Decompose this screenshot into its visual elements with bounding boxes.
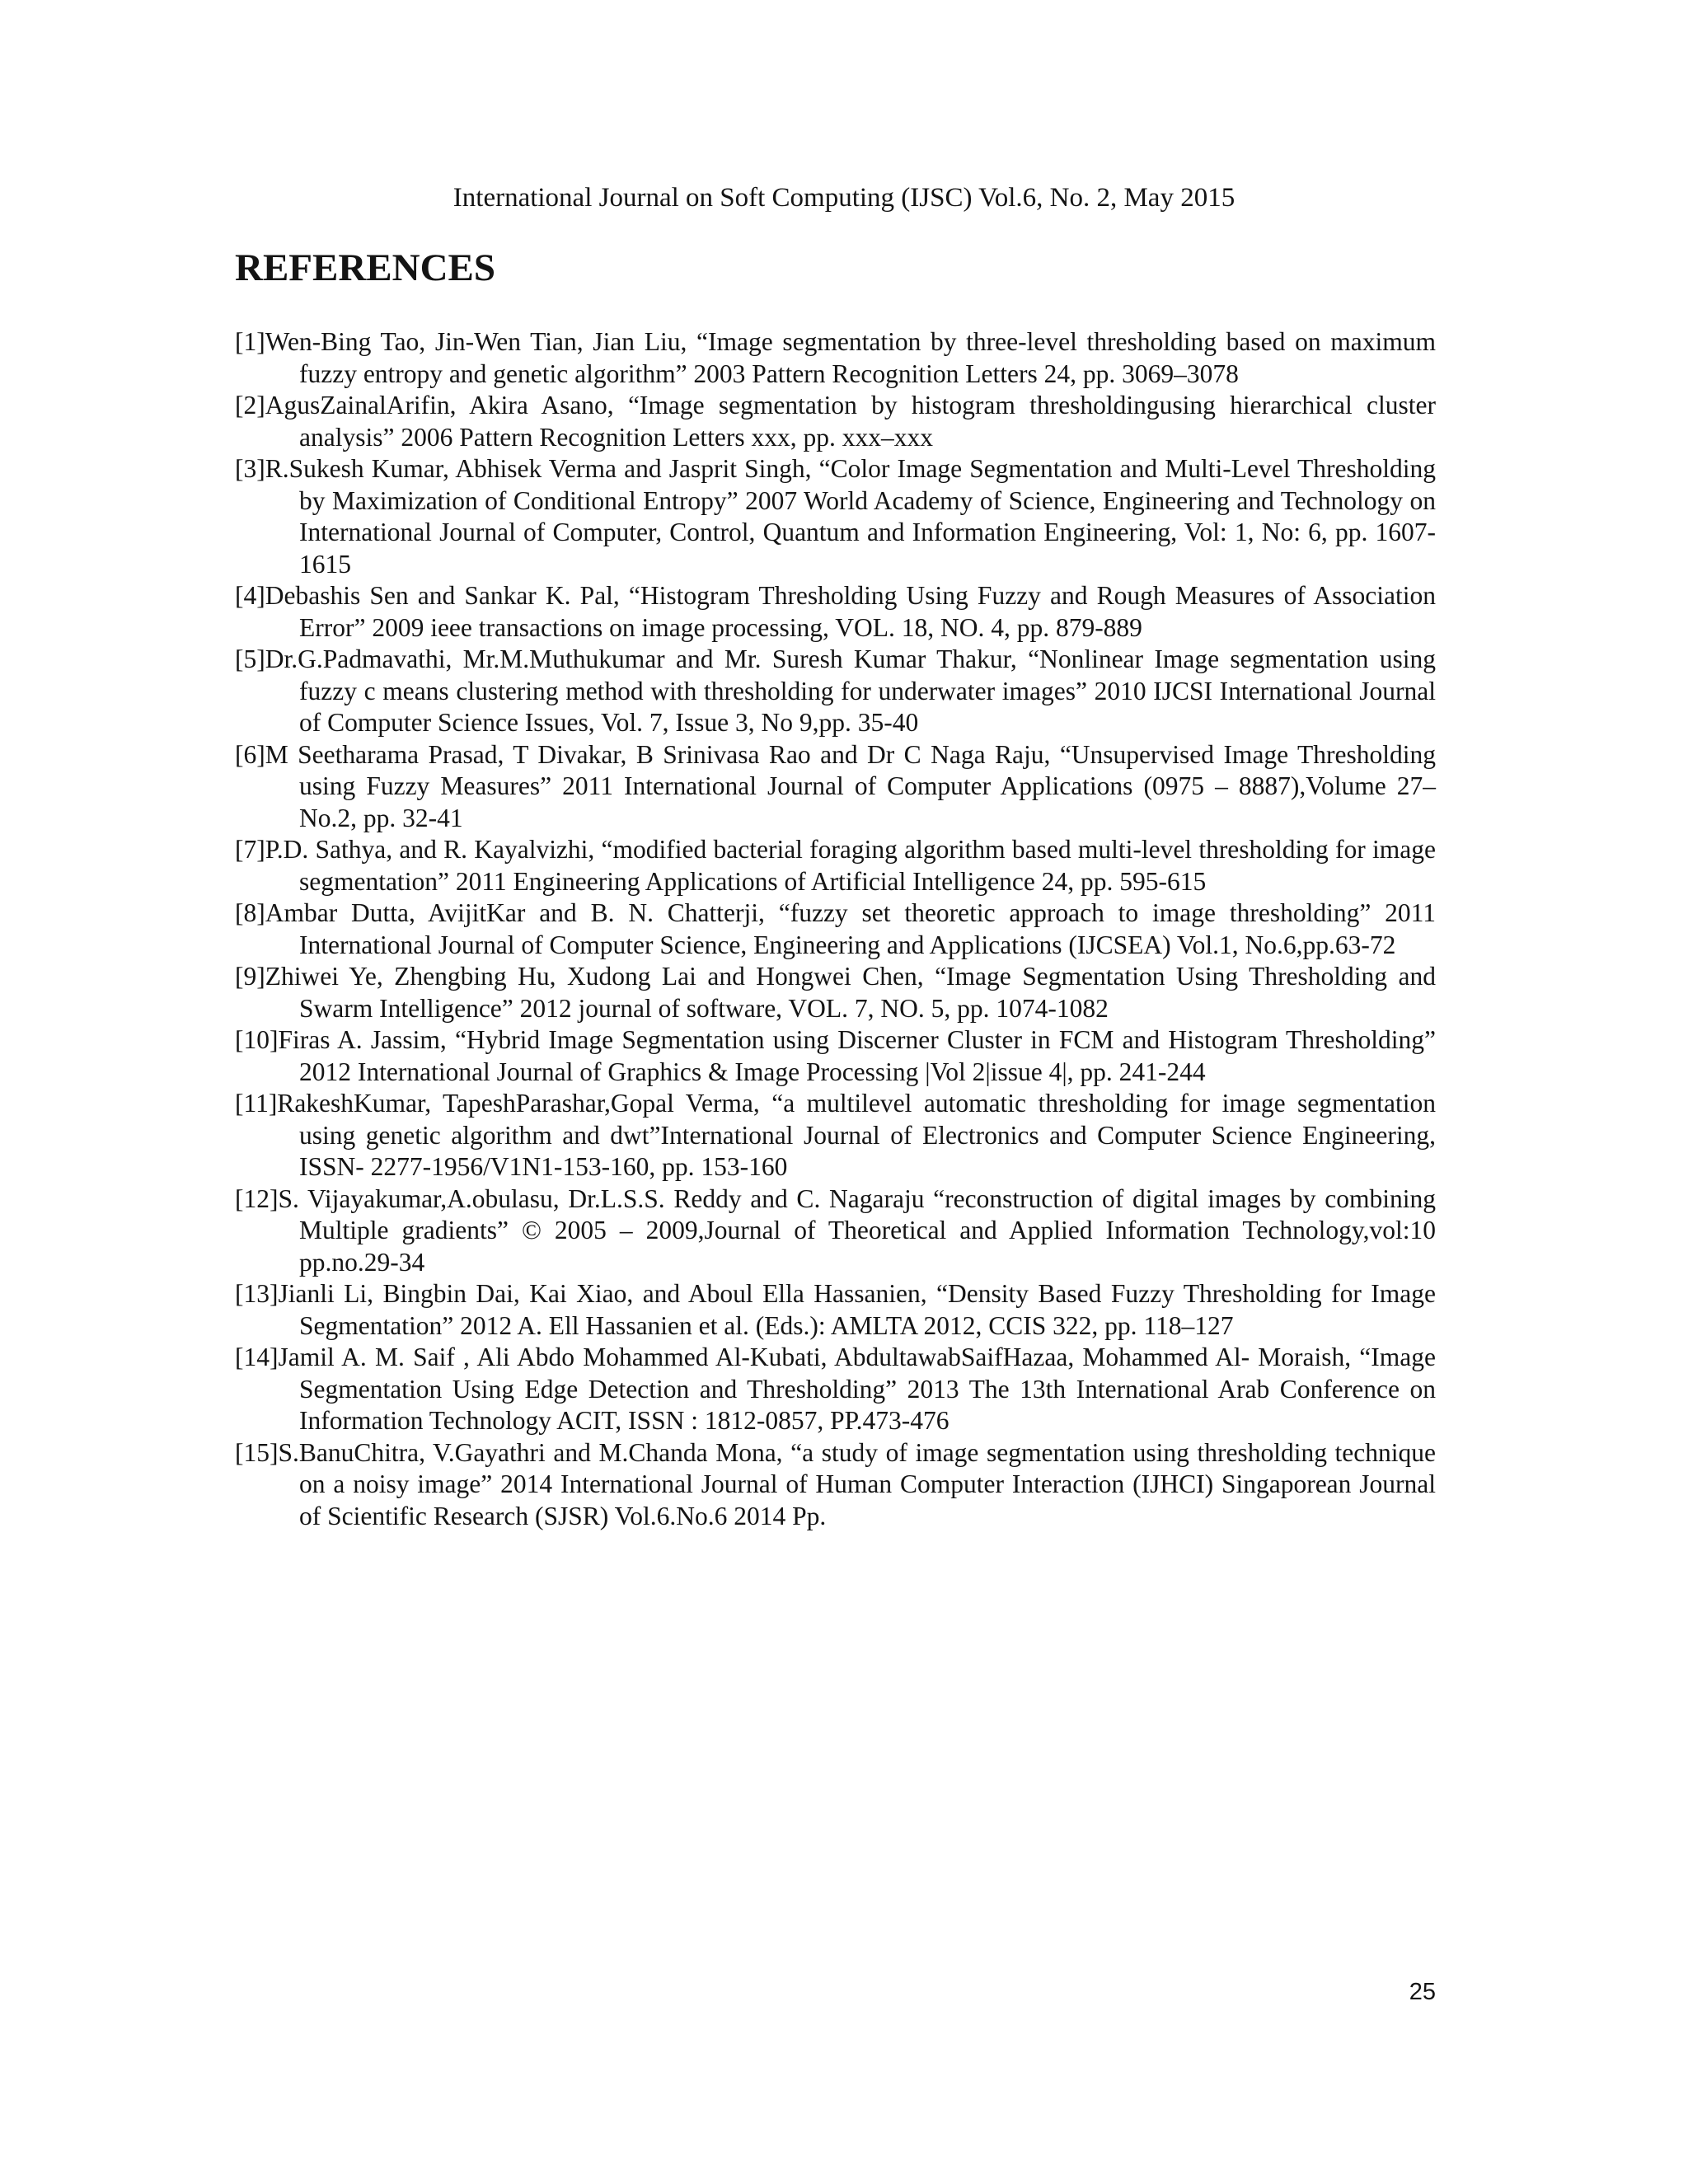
reference-item: [10]Firas A. Jassim, “Hybrid Image Segmentation using Discerner Cluster in FCM and Histogram Thresholding” 2012 International Journal of Graphics & Image Processing |Vol 2|issue 4|, pp. 241-244 xyxy=(235,1025,1436,1086)
reference-item: [8]Ambar Dutta, AvijitKar and B. N. Chatterji, “fuzzy set theoretic approach to image thresholding” 2011 International Journal of Computer Science, Engineering and Applications (IJCSEA) Vol.1, No.6,pp.63-72 xyxy=(235,898,1436,959)
reference-item: [12]S. Vijayakumar,A.obulasu, Dr.L.S.S. Reddy and C. Nagaraju “reconstruction of digital images by combining Multiple gradients” © 2005 – 2009,Journal of Theoretical and Applied Information Technology,vol:10 pp.no.29-34 xyxy=(235,1183,1436,1277)
reference-item: [11]RakeshKumar, TapeshParashar,Gopal Verma, “a multilevel automatic thresholding for image segmentation using genetic algorithm and dwt”International Journal of Electronics and Computer Science Engineering, ISSN- 2277-1956/V1N1-153-160, pp. 153-160 xyxy=(235,1089,1436,1181)
reference-item: [14]Jamil A. M. Saif , Ali Abdo Mohammed Al-Kubati, AbdultawabSaifHazaa, Mohammed Al- Moraish, “Image Segmentation Using Edge Detection and Thresholding” 2013 The 13th International Arab Conference on Information Technology ACIT, ISSN : 1812-0857, PP.473-476 xyxy=(235,1343,1436,1435)
reference-item: [13]Jianli Li, Bingbin Dai, Kai Xiao, and Aboul Ella Hassanien, “Density Based Fuzzy Thresholding for Image Segmentation” 2012 A. Ell Hassanien et al. (Eds.): AMLTA 2012, CCIS 322, pp. 118–127 xyxy=(235,1279,1436,1340)
running-header xyxy=(0,181,1688,214)
journal-title: International Journal on Soft Computing (IJSC) Vol.6, No. 2, May 2015 xyxy=(452,183,1236,213)
page-number: 25 xyxy=(1409,1979,1436,2005)
reference-item: [6]M Seetharama Prasad, T Divakar, B Srinivasa Rao and Dr C Naga Raju, “Unsupervised Image Thresholding using Fuzzy Measures” 2011 International Journal of Computer Applications (0975 – 8887),Volume 27– No.2, pp. 32-41 xyxy=(235,739,1436,832)
reference-item: [3]R.Sukesh Kumar, Abhisek Verma and Jasprit Singh, “Color Image Segmentation and Multi-Level Thresholding by Maximization of Conditional Entropy” 2007 World Academy of Science, Engineering and Technology on International Journal of Computer, Control, Quantum and Information Engineering, Vol: 1, No: 6, pp. 1607-1615 xyxy=(235,454,1436,579)
reference-item: [7]P.D. Sathya, and R. Kayalvizhi, “modified bacterial foraging algorithm based multi-level thresholding for image segmentation” 2011 Engineering Applications of Artificial Intelligence 24, pp. 595-615 xyxy=(235,835,1436,896)
reference-item: [5]Dr.G.Padmavathi, Mr.M.Muthukumar and Mr. Suresh Kumar Thakur, “Nonlinear Image segmentation using fuzzy c means clustering method with thresholding for underwater images” 2010 IJCSI International Journal of Computer Science Issues, Vol. 7, Issue 3, No 9,pp. 35-40 xyxy=(235,644,1436,737)
reference-item: [9]Zhiwei Ye, Zhengbing Hu, Xudong Lai and Hongwei Chen, “Image Segmentation Using Thresholding and Swarm Intelligence” 2012 journal of software, VOL. 7, NO. 5, pp. 1074-1082 xyxy=(235,962,1436,1023)
reference-item: [1]Wen-Bing Tao, Jin-Wen Tian, Jian Liu, “Image segmentation by three-level thresholding based on maximum fuzzy entropy and genetic algorithm” 2003 Pattern Recognition Letters 24, pp. 3069–3078 xyxy=(235,327,1436,388)
reference-item: [2]AgusZainalArifin, Akira Asano, “Image segmentation by histogram thresholdingusing hierarchical cluster analysis” 2006 Pattern Recognition Letters xxx, pp. xxx–xxx xyxy=(235,391,1436,452)
section-title: REFERENCES xyxy=(235,246,496,289)
reference-item: [15]S.BanuChitra, V.Gayathri and M.Chanda Mona, “a study of image segmentation using thresholding technique on a noisy image” 2014 International Journal of Human Computer Interaction (IJHCI) Singaporean Journal of Scientific Research (SJSR) Vol.6.No.6 2014 Pp. xyxy=(235,1437,1436,1530)
reference-item: [4]Debashis Sen and Sankar K. Pal, “Histogram Thresholding Using Fuzzy and Rough Measures of Association Error” 2009 ieee transactions on image processing, VOL. 18, NO. 4, pp. 879-889 xyxy=(235,581,1436,642)
reference-list xyxy=(235,326,1436,1532)
